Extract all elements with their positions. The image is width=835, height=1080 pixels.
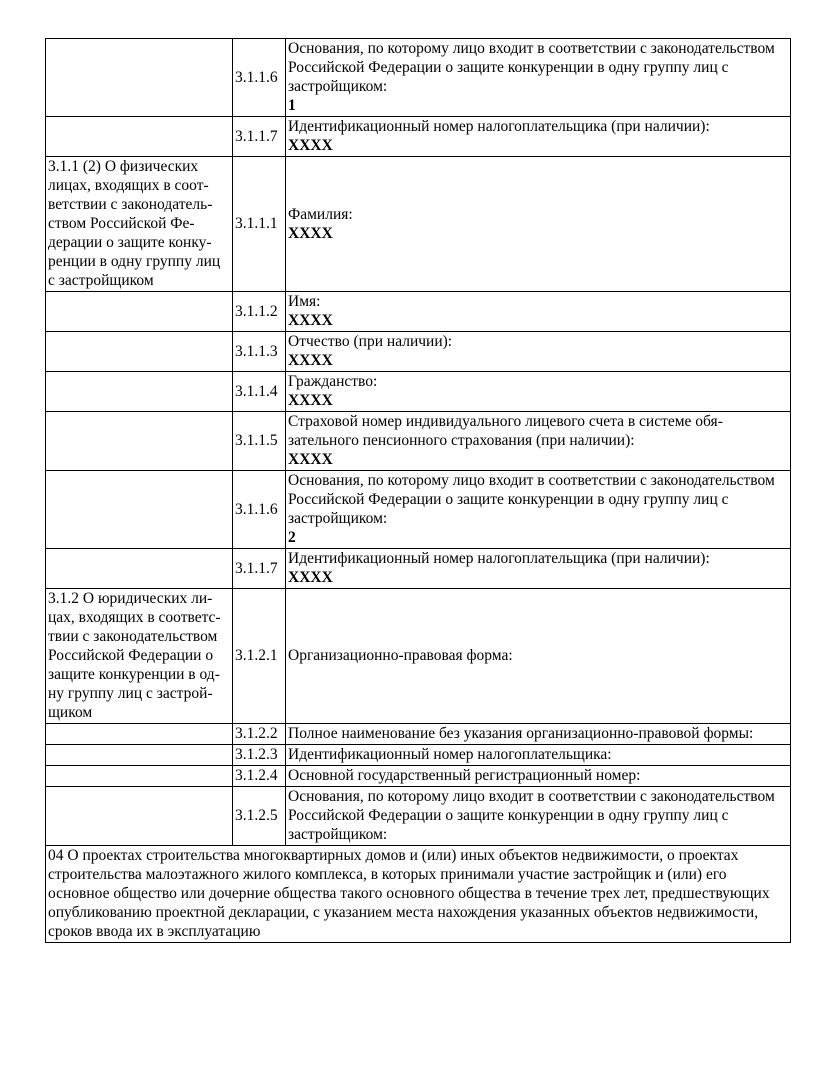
table-row [46, 39, 791, 117]
section-cell [46, 39, 233, 117]
field-value: ХХХХ [288, 392, 333, 409]
table-row [46, 724, 791, 745]
field-cell [286, 412, 791, 471]
field-cell [286, 589, 791, 724]
table-row [46, 766, 791, 787]
table-row [46, 372, 791, 412]
field-cell [286, 787, 791, 846]
field-label: Отчество (при наличии): [288, 333, 453, 350]
field-cell [286, 332, 791, 372]
code-cell: 3.1.1.2 [233, 292, 286, 332]
section-cell: 3.1.2 О юридических лицах, входящих в соответствии с законодательством Российской Федерации о защите конкуренции в одну группу лиц с застройщиком [46, 589, 233, 724]
footer-row [46, 846, 791, 943]
field-label: Имя: [288, 293, 321, 310]
field-cell [286, 157, 791, 292]
table-body [46, 39, 791, 846]
field-value: 2 [288, 529, 296, 546]
field-label: Основания, по которому лицо входит в соответствии с законодательством Российской Федерации о защите конкуренции в одну группу лиц с застройщиком: [288, 472, 775, 527]
section-cell [46, 549, 233, 589]
code-cell: 3.1.1.7 [233, 549, 286, 589]
code-cell: 3.1.1.7 [233, 117, 286, 157]
table-row [46, 412, 791, 471]
field-value: ХХХХ [288, 312, 333, 329]
table-row [46, 589, 791, 724]
section-cell [46, 766, 233, 787]
code-cell: 3.1.1.6 [233, 471, 286, 549]
field-label: Фамилия: [288, 205, 353, 223]
field-cell [286, 39, 791, 117]
section-cell [46, 292, 233, 332]
field-cell [286, 117, 791, 157]
table-footer [46, 846, 791, 943]
code-cell: 3.1.2.3 [233, 745, 286, 766]
code-cell: 3.1.2.2 [233, 724, 286, 745]
field-cell [286, 766, 791, 787]
field-cell [286, 471, 791, 549]
table-row [46, 117, 791, 157]
field-label: Основной государственный регистрационный номер: [288, 767, 641, 784]
field-cell [286, 549, 791, 589]
field-cell [286, 724, 791, 745]
field-label: Гражданство: [288, 373, 378, 390]
code-cell: 3.1.1.5 [233, 412, 286, 471]
table-row [46, 471, 791, 549]
field-label: Идентификационный номер налогоплательщика (при наличии): [288, 550, 710, 567]
field-label: Полное наименование без указания организационно-правовой формы: [288, 725, 754, 742]
field-label: Основания, по которому лицо входит в соответствии с законодательством Российской Федерации о защите конкуренции в одну группу лиц с застройщиком: [288, 788, 775, 843]
field-label: Организационно-правовая форма: [288, 647, 513, 664]
table-row [46, 787, 791, 846]
field-cell [286, 372, 791, 412]
field-value: ХХХХ [288, 224, 333, 242]
field-value: ХХХХ [288, 352, 333, 369]
code-cell: 3.1.2.5 [233, 787, 286, 846]
section-04-heading-cell: 04 О проектах строительства многоквартирных домов и (или) иных объектов недвижимости, о проектах строительства малоэтажного жилого комплекса, в которых принимали участие застройщик и (или) его основное общество или дочерние общества такого основного общества в течение трех лет, предшествующих опубликованию проектной декларации, с указанием места нахождения указанных объектов недвижимости, сроков ввода их в эксплуатацию [46, 846, 791, 943]
field-cell [286, 745, 791, 766]
field-label: Идентификационный номер налогоплательщика (при наличии): [288, 118, 710, 135]
declaration-table [45, 38, 791, 943]
code-cell: 3.1.1.3 [233, 332, 286, 372]
field-value: ХХХХ [288, 137, 333, 154]
table-row [46, 292, 791, 332]
section-cell [46, 745, 233, 766]
table-row [46, 745, 791, 766]
section-cell [46, 412, 233, 471]
field-label: Основания, по которому лицо входит в соответствии с законодательством Российской Федерации о защите конкуренции в одну группу лиц с застройщиком: [288, 40, 775, 95]
field-value: ХХХХ [288, 569, 333, 586]
field-value: 1 [288, 97, 296, 114]
section-cell [46, 372, 233, 412]
field-value: ХХХХ [288, 451, 333, 468]
table-row [46, 157, 791, 292]
section-cell: 3.1.1 (2) О физических лицах, входящих в соответствии с законодательством Российской Федерации о защите конкуренции в одну группу лиц с застройщиком [46, 157, 233, 292]
field-label: Страховой номер индивидуального лицевого счета в системе обязательного пенсионного страхования (при наличии): [288, 413, 723, 449]
section-cell [46, 724, 233, 745]
code-cell: 3.1.2.4 [233, 766, 286, 787]
code-cell: 3.1.1.4 [233, 372, 286, 412]
section-cell [46, 332, 233, 372]
field-label: Идентификационный номер налогоплательщика: [288, 746, 612, 763]
section-cell [46, 787, 233, 846]
field-cell [286, 292, 791, 332]
code-cell: 3.1.2.1 [233, 589, 286, 724]
section-cell [46, 471, 233, 549]
section-cell [46, 117, 233, 157]
code-cell: 3.1.1.6 [233, 39, 286, 117]
table-row [46, 332, 791, 372]
table-row [46, 549, 791, 589]
code-cell: 3.1.1.1 [233, 157, 286, 292]
